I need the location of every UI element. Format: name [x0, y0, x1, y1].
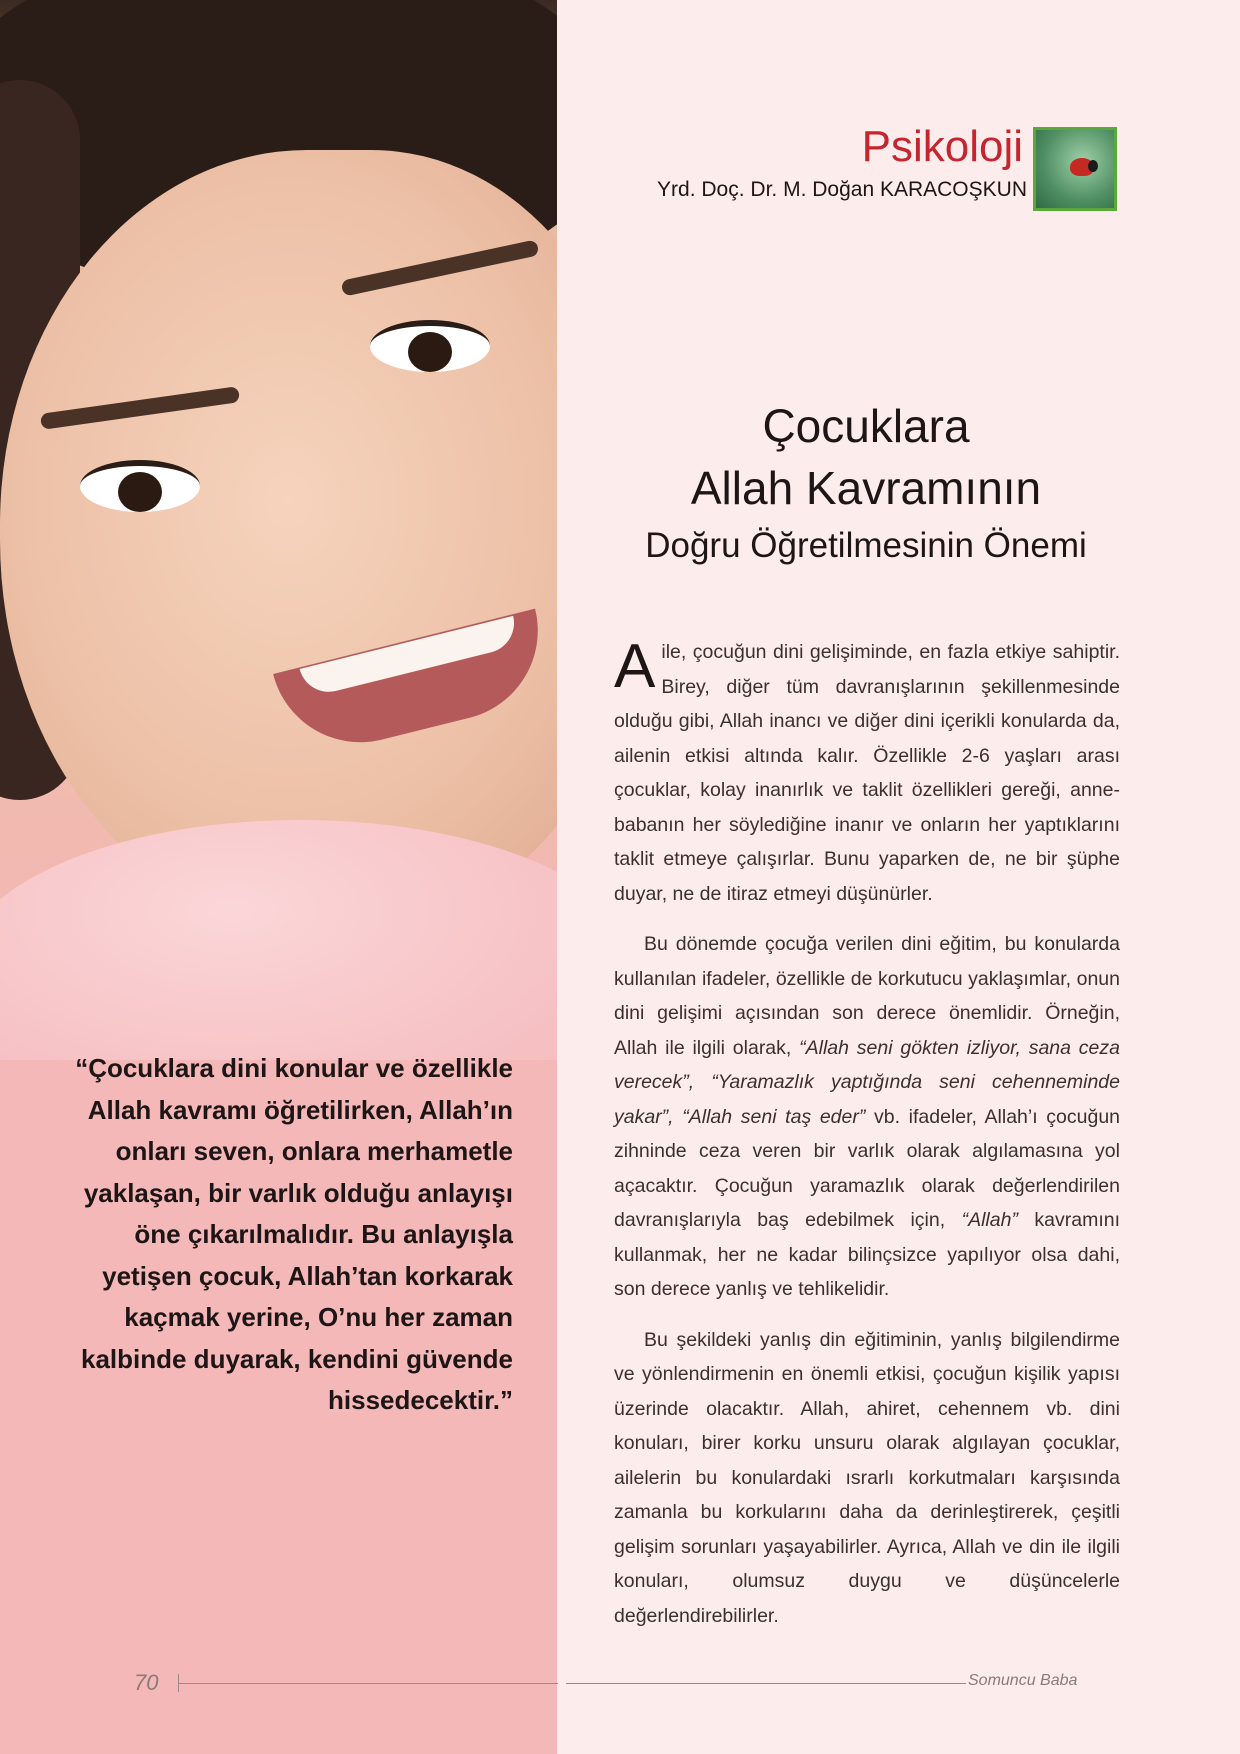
paragraph-2-text-c: kavramını kullanmak, her ne kadar bilinçsizce yapılıyor olsa dahi, son derece yanlış ve tehlikelidir. [614, 1209, 1121, 1300]
right-iris [408, 332, 452, 372]
ladybug-icon [1033, 127, 1117, 211]
left-column [0, 0, 557, 1754]
quote-3: “Allah seni taş eder” [682, 1105, 866, 1128]
headline-line-2: Allah Kavramının [690, 462, 1042, 514]
paragraph-2-text-a: Bu dönemde çocuğa verilen dini eğitim, bu konularda kullanılan ifadeler, özellikle de korkutucu yaklaşımlar, onun dini gelişimi açısından son derece önemlidir. Örneğin, Allah ile ilgili olarak, [614, 933, 1120, 1059]
page-number: 70 [134, 1670, 159, 1695]
headline-subtitle: Doğru Öğretilmesinin Önemi [645, 526, 1087, 565]
footer-rule-right [566, 1683, 966, 1684]
section-title: Psikoloji [861, 122, 1023, 171]
footer-rule-left [178, 1683, 558, 1684]
pink-sweater [0, 820, 557, 1060]
paragraph-1 [614, 632, 1120, 911]
left-iris [118, 472, 162, 512]
quote-4: “Allah” [961, 1209, 1018, 1231]
article-body [614, 632, 1121, 1649]
drop-cap: A [614, 632, 656, 701]
pull-quote: “Çocuklara dini konular ve özellikle Allah kavramı öğretilirken, Allah’ın onları seven, onlara merhametle yaklaşan, bir varlık olduğu anlayışı öne çıkarılmalıdır. Bu anlayışla yetişen çocuk, Allah’tan korkarak kaçmak yerine, O’nu her zaman kalbinde duyarak, kendini güvende hissedecektir.” [75, 1053, 513, 1415]
quote-2: “Yaramazlık yaptığında seni cehenneminde yakar”, [614, 1071, 1120, 1128]
child-photo [0, 0, 557, 1060]
author-name: Yrd. Doç. Dr. M. Doğan KARACOŞKUN [657, 178, 1027, 201]
paragraph-1-text: ile, çocuğun dini gelişiminde, en fazla etkiye sahiptir. Birey, diğer tüm davranışlarının şekillenmesinde olduğu gibi, Allah inancı ve diğer dini içerikli konularda da, ailenin etkisi altında kalır. Özellikle 2-6 yaşları arası çocuklar, kolay inanırlık ve taklit özellikleri gereği, anne-babanın her söylediğine inanır ve onların her yaptıklarını taklit etmeye çalışırlar. Bunu yaparken de, ne bir şüphe duyar, ne de itiraz etmeyi düşünürler. [614, 641, 1120, 905]
magazine-name: Somuncu Baba [968, 1672, 1078, 1689]
ladybug-head [1088, 160, 1098, 172]
headline-line-1: Çocuklara [762, 400, 970, 452]
paragraph-3: Bu şekildeki yanlış din eğitiminin, yanlış bilgilendirme ve yönlendirmenin en önemli etkisi, çocuğun kişilik yapısı üzerinde olacaktır. Allah, ahiret, cehennem vb. dini konuları, birer korku unsuru olarak algılayan çocuklar, ailelerin bu konulardaki ısrarlı korkutmaları karşısında zamanla bu korkularını daha da derinleştirerek, çeşitli gelişim sorunları yaşayabilirler. Ayrıca, Allah ve din ile ilgili konuları, olumsuz duygu ve düşüncelerle değerlendirebilirler. [614, 1328, 1120, 1627]
article-headline [566, 395, 1166, 573]
right-eye [370, 320, 490, 372]
paragraph-2-text-b: vb. ifadeler, Allah’ı çocuğun zihninde ceza veren bir varlık olarak algılamasına yol açacaktır. Çocuğun yaramazlık olarak değerlendirilen davranışlarıyla baş edebilmek için, [614, 1105, 1121, 1231]
left-eye [80, 460, 200, 512]
quote-1: “Allah seni gökten izliyor, sana ceza verecek”, [614, 1036, 1120, 1093]
paragraph-2 [614, 927, 1120, 1307]
